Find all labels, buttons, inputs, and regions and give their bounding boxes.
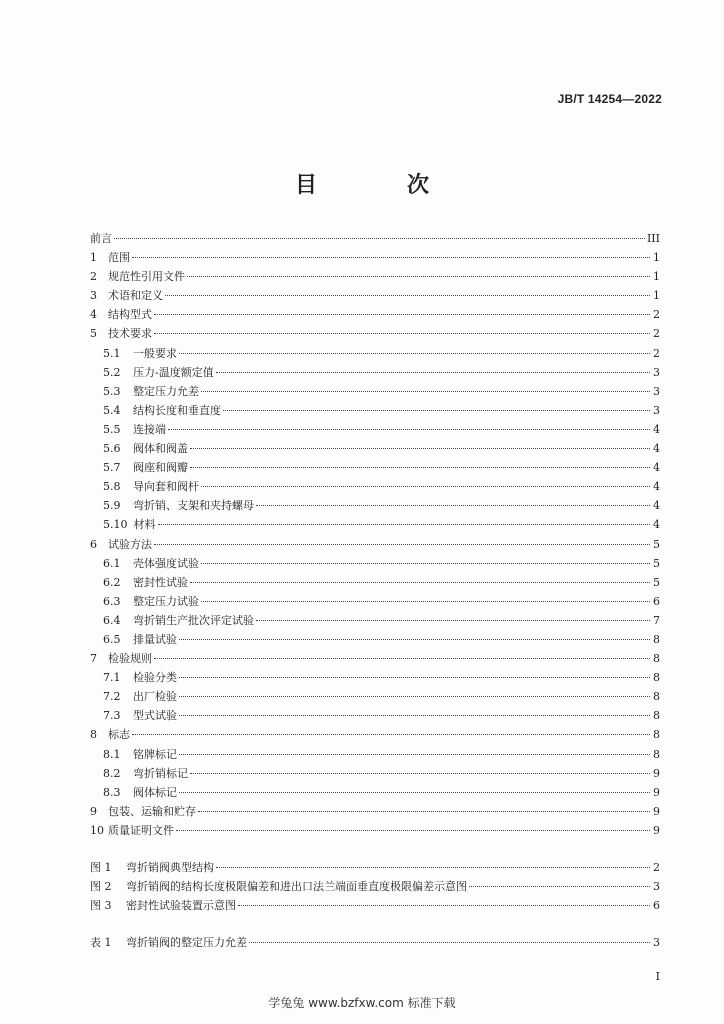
toc-entry-number: 6.3 — [103, 594, 121, 608]
toc-leader-dots — [216, 372, 650, 373]
toc-entry-page: 1 — [653, 289, 660, 303]
toc-entry[interactable] — [90, 496, 660, 515]
toc-entry-title: 阀体和阀盖 — [133, 442, 188, 456]
toc-leader-dots — [179, 754, 650, 755]
toc-leader-dots — [201, 486, 650, 487]
toc-entry-page: 8 — [653, 690, 660, 704]
toc-entry-page: 2 — [653, 861, 660, 874]
toc-entry-number: 6 — [90, 537, 97, 551]
toc-entry-title: 弯折销、支架和夹持螺母 — [133, 499, 254, 513]
toc-entry[interactable] — [90, 896, 660, 915]
toc-entry-number: 1 — [90, 251, 97, 265]
toc-entry-page: 4 — [653, 442, 660, 456]
toc-entry[interactable] — [90, 458, 660, 477]
toc-entry[interactable] — [90, 248, 660, 267]
toc-entry-title: 前言 — [90, 232, 112, 245]
toc-entry-number: 5.1 — [103, 346, 121, 360]
toc-entry-page: 8 — [653, 709, 660, 723]
toc-entry-title: 整定压力允差 — [133, 384, 199, 398]
toc-entry-title: 弯折销阀典型结构 — [126, 861, 214, 874]
toc-entry[interactable] — [90, 267, 660, 286]
toc-entry[interactable] — [90, 649, 660, 668]
toc-entry-title: 质量证明文件 — [108, 823, 174, 837]
toc-leader-dots — [179, 715, 650, 716]
toc-leader-dots — [190, 582, 650, 583]
toc-entry[interactable] — [90, 858, 660, 877]
toc-entry-number: 8.1 — [103, 747, 121, 761]
toc-leader-dots — [190, 467, 650, 468]
toc-entry-page: 3 — [653, 403, 660, 417]
toc-entry-title: 整定压力试验 — [133, 594, 199, 608]
toc-leader-dots — [223, 410, 650, 411]
standard-code: JB/T 14254—2022 — [557, 92, 662, 106]
toc-entry[interactable] — [90, 229, 660, 248]
toc-entry-number: 5.3 — [103, 384, 121, 398]
toc-entry[interactable] — [90, 630, 660, 649]
toc-leader-dots — [256, 620, 650, 621]
toc-entry-page: 4 — [653, 461, 660, 475]
toc-leader-dots — [190, 773, 650, 774]
toc-entry-number: 7.3 — [103, 709, 121, 723]
toc-leader-dots — [201, 391, 650, 392]
toc-entry-page: 8 — [653, 632, 660, 646]
toc-entry-title: 壳体强度试验 — [133, 556, 199, 570]
toc-entry-page: 9 — [653, 785, 660, 799]
toc-entry-page: 8 — [653, 671, 660, 685]
toc-leader-dots — [165, 295, 650, 296]
toc-entry-number: 9 — [90, 804, 97, 818]
toc-entry-title: 压力-温度额定值 — [133, 365, 214, 379]
toc-entry[interactable] — [90, 725, 660, 744]
toc-entry[interactable] — [90, 821, 660, 840]
toc-entry-page: 1 — [653, 251, 660, 265]
toc-entry[interactable] — [90, 573, 660, 592]
toc-leader-dots — [154, 658, 650, 659]
toc-entry-number: 4 — [90, 308, 97, 322]
toc-leader-dots — [158, 524, 651, 525]
toc-entry[interactable] — [90, 764, 660, 783]
toc-leader-dots — [190, 448, 650, 449]
toc-entry-page: 5 — [653, 537, 660, 551]
table-of-contents — [90, 229, 660, 952]
toc-leader-dots — [168, 429, 650, 430]
toc-entry-number: 6.2 — [103, 575, 121, 589]
toc-entry-number: 6.4 — [103, 613, 121, 627]
toc-entry-title: 排量试验 — [133, 632, 177, 646]
toc-entry[interactable] — [90, 745, 660, 764]
toc-entry-number: 7 — [90, 652, 97, 666]
toc-entry[interactable] — [90, 344, 660, 363]
toc-entry-page: 2 — [653, 308, 660, 322]
toc-entry-number: 6.5 — [103, 632, 121, 646]
toc-leader-dots — [132, 257, 650, 258]
toc-entry-number: 表 1 — [90, 936, 112, 950]
toc-entry-page: 4 — [653, 499, 660, 513]
toc-leader-dots — [176, 830, 650, 831]
toc-entry[interactable] — [90, 439, 660, 458]
toc-leader-dots — [198, 811, 650, 812]
toc-entry-number: 2 — [90, 270, 97, 284]
toc-entry-page: 8 — [653, 652, 660, 666]
toc-entry-number: 图 1 — [90, 861, 112, 874]
toc-entry[interactable] — [90, 535, 660, 554]
toc-entry[interactable] — [90, 933, 660, 952]
toc-entry-title: 铭牌标记 — [133, 747, 177, 761]
toc-entry-number: 8.3 — [103, 785, 121, 799]
toc-entry-page: 1 — [653, 270, 660, 284]
toc-entry-number: 5.10 — [103, 518, 128, 532]
toc-entry[interactable] — [90, 592, 660, 611]
toc-entry-page: 3 — [653, 936, 660, 950]
toc-entry[interactable] — [90, 477, 660, 496]
toc-entry-title: 范围 — [108, 251, 130, 265]
toc-entry[interactable] — [90, 305, 660, 324]
toc-entry[interactable] — [90, 515, 660, 534]
toc-entry[interactable] — [90, 420, 660, 439]
toc-leader-dots — [179, 639, 650, 640]
toc-entry-page: 3 — [653, 365, 660, 379]
toc-leader-dots — [469, 886, 650, 887]
toc-entry[interactable] — [90, 554, 660, 573]
toc-entry[interactable] — [90, 363, 660, 382]
toc-leader-dots — [154, 544, 650, 545]
toc-entry-title: 试验方法 — [108, 537, 152, 551]
toc-leader-dots — [201, 563, 650, 564]
toc-entry-title: 检验分类 — [133, 671, 177, 685]
toc-entry-title: 结构长度和垂直度 — [133, 403, 221, 417]
toc-entry[interactable] — [90, 611, 660, 630]
toc-entry-page: 8 — [653, 728, 660, 742]
toc-leader-dots — [179, 677, 650, 678]
toc-leader-dots — [256, 505, 650, 506]
toc-entry-number: 图 2 — [90, 880, 112, 894]
toc-entry-page: 3 — [653, 880, 660, 894]
toc-leader-dots — [132, 734, 650, 735]
toc-entry-title: 出厂检验 — [133, 690, 177, 704]
toc-entry-title: 弯折销生产批次评定试验 — [133, 613, 254, 627]
toc-entry[interactable] — [90, 668, 660, 687]
toc-entry-number: 7.1 — [103, 671, 121, 685]
toc-entry[interactable] — [90, 877, 660, 896]
toc-entry-number: 5 — [90, 327, 97, 341]
toc-entry-title: 技术要求 — [108, 327, 152, 341]
toc-leader-dots — [201, 601, 650, 602]
toc-leader-dots — [179, 696, 650, 697]
toc-leader-dots — [179, 792, 650, 793]
toc-entry-page: 9 — [653, 823, 660, 837]
toc-entry-number: 10 — [90, 823, 104, 837]
toc-entry-page: 8 — [653, 747, 660, 761]
toc-entry-page: 2 — [653, 346, 660, 360]
toc-entry-number: 图 3 — [90, 899, 112, 913]
toc-leader-dots — [154, 314, 650, 315]
footer-watermark: 学兔兔 www.bzfxw.com 标准下载 — [268, 996, 456, 1010]
toc-entry-number: 7.2 — [103, 690, 121, 704]
toc-entry-number: 5.9 — [103, 499, 121, 513]
toc-entry-page: 9 — [653, 804, 660, 818]
page-title: 目 次 — [294, 173, 463, 198]
toc-entry-page: 6 — [653, 899, 660, 913]
toc-entry-page: 6 — [653, 594, 660, 608]
toc-entry[interactable] — [90, 286, 660, 305]
toc-entry-page: 2 — [653, 327, 660, 341]
toc-entry-title: 导向套和阀杆 — [133, 480, 199, 494]
toc-entry-number: 5.7 — [103, 461, 121, 475]
toc-entry-title: 密封性试验 — [133, 575, 188, 589]
toc-entry-title: 弯折销阀的结构长度极限偏差和进出口法兰端面垂直度极限偏差示意图 — [126, 880, 467, 894]
toc-leader-dots — [216, 867, 650, 868]
toc-entry-title: 弯折销阀的整定压力允差 — [126, 936, 247, 950]
toc-entry-page: III — [646, 232, 660, 245]
toc-entry-page: 9 — [653, 766, 660, 780]
toc-entry-title: 密封性试验装置示意图 — [126, 899, 236, 913]
toc-entry[interactable] — [90, 783, 660, 802]
toc-entry-title: 标志 — [108, 728, 130, 742]
toc-entry[interactable] — [90, 802, 660, 821]
toc-entry-title: 结构型式 — [108, 308, 152, 322]
toc-leader-dots — [249, 942, 650, 943]
toc-entry-title: 阀体标记 — [133, 785, 177, 799]
toc-entry-title: 检验规则 — [108, 652, 152, 666]
toc-entry-page: 7 — [653, 613, 660, 627]
toc-entry-number: 8.2 — [103, 766, 121, 780]
toc-entry-number: 8 — [90, 728, 97, 742]
toc-entry-title: 阀座和阀瓣 — [133, 461, 188, 475]
toc-entry[interactable] — [90, 324, 660, 343]
toc-leader-dots — [154, 333, 650, 334]
toc-entry[interactable] — [90, 706, 660, 725]
toc-entry-page: 4 — [653, 480, 660, 494]
toc-entry-number: 5.5 — [103, 422, 121, 436]
toc-entry[interactable] — [90, 401, 660, 420]
toc-entry-number: 5.2 — [103, 365, 121, 379]
toc-entry-page: 5 — [653, 556, 660, 570]
toc-entry-title: 材料 — [133, 518, 156, 532]
toc-entry-page: 3 — [653, 384, 660, 398]
toc-entry-title: 规范性引用文件 — [108, 270, 185, 284]
toc-entry-page: 5 — [653, 575, 660, 589]
toc-entry-page: 4 — [653, 422, 660, 436]
toc-entry-page: 4 — [653, 518, 660, 532]
toc-entry-title: 包装、运输和贮存 — [108, 804, 196, 818]
toc-entry-number: 5.8 — [103, 480, 121, 494]
toc-entry-title: 弯折销标记 — [133, 766, 188, 780]
toc-entry-number: 3 — [90, 289, 97, 303]
toc-leader-dots — [187, 276, 650, 277]
toc-entry-title: 连接端 — [133, 422, 166, 436]
toc-entry-number: 6.1 — [103, 556, 121, 570]
toc-leader-dots — [238, 905, 650, 906]
toc-leader-dots — [114, 238, 645, 239]
toc-leader-dots — [179, 353, 650, 354]
toc-entry[interactable] — [90, 382, 660, 401]
toc-entry-number: 5.4 — [103, 403, 121, 417]
toc-entry-number: 5.6 — [103, 442, 121, 456]
toc-entry-title: 术语和定义 — [108, 289, 163, 303]
page-number: I — [655, 970, 660, 983]
toc-entry-title: 一般要求 — [133, 346, 177, 360]
toc-entry[interactable] — [90, 687, 660, 706]
toc-entry-title: 型式试验 — [133, 709, 177, 723]
